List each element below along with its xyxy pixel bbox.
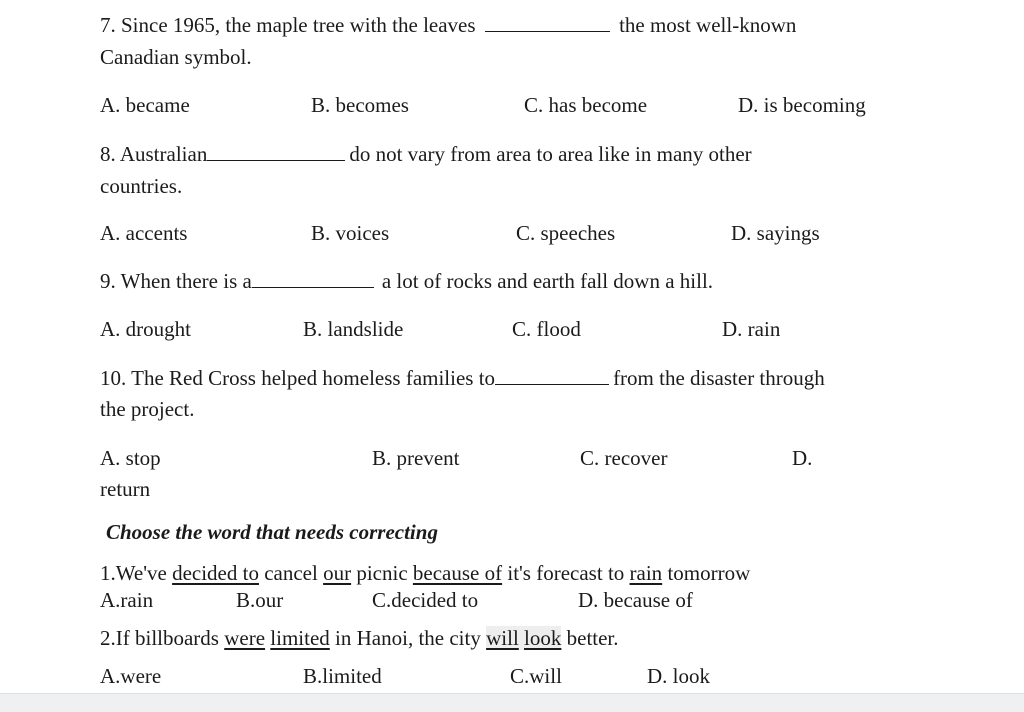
c1-underlined-word: rain [629, 561, 663, 585]
c2-option-b: B.limited [303, 664, 382, 688]
c1-part: cancel [258, 561, 324, 585]
q10-option-d-wrap: return [100, 477, 151, 501]
c1-option-a: A.rain [100, 588, 154, 612]
q9-option-b: B. landslide [303, 317, 404, 341]
q7-option-d: D. is becoming [738, 93, 866, 117]
c2-option-c: C.will [510, 664, 562, 688]
c2-part: 2.If billboards [100, 626, 225, 650]
q10-text-after: from the disaster through [613, 366, 825, 390]
q9-option-a: A. drought [100, 317, 191, 341]
c1-part: tomorrow [662, 561, 751, 585]
q9-text-after: a lot of rocks and earth fall down a hill. [381, 269, 714, 293]
question-8-line1 [100, 141, 752, 167]
c2-option-d: D. look [647, 664, 710, 688]
q8-option-c: C. speeches [516, 221, 616, 245]
q8-text-before: 8. Australian [100, 142, 208, 166]
q9-blank [252, 269, 374, 288]
question-7-line1 [100, 12, 796, 38]
q9-option-d: D. rain [722, 317, 781, 341]
q10-option-d: D. [792, 446, 813, 470]
q9-text-before: 9. When there is a [100, 269, 252, 293]
c1-part: picnic [351, 561, 413, 585]
q10-text-before: 10. The Red Cross helped homeless families to [100, 366, 496, 390]
q8-line2: countries. [100, 174, 183, 198]
c2-option-a: A.were [100, 664, 162, 688]
q10-option-a: A. stop [100, 446, 161, 470]
q10-blank [495, 366, 609, 385]
correction-2-sentence [100, 625, 619, 651]
c1-part: it's forecast to [502, 561, 630, 585]
c2-underlined-word: limited [270, 626, 330, 650]
q8-option-b: B. voices [311, 221, 390, 245]
question-9-line1 [100, 268, 713, 294]
section-heading: Choose the word that needs correcting [106, 520, 438, 544]
c1-underlined-word: because of [412, 561, 503, 585]
bottom-edge-strip [0, 693, 1024, 712]
c2-part: in Hanoi, the city [329, 626, 487, 650]
q10-option-c: C. recover [580, 446, 668, 470]
c2-part: better. [561, 626, 619, 650]
q10-line2: the project. [100, 397, 195, 421]
q8-option-d: D. sayings [731, 221, 820, 245]
c1-option-b: B.our [236, 588, 284, 612]
c1-underlined-word: decided to [172, 561, 259, 585]
q7-text-after: the most well-known [619, 13, 797, 37]
q7-option-c: C. has become [524, 93, 648, 117]
q7-option-a: A. became [100, 93, 190, 117]
q8-option-a: A. accents [100, 221, 188, 245]
c2-underlined-word: were [224, 626, 266, 650]
q7-option-b: B. becomes [311, 93, 409, 117]
c1-option-d: D. because of [578, 588, 693, 612]
q10-option-b: B. prevent [372, 446, 460, 470]
q7-text-before: 7. Since 1965, the maple tree with the leaves [100, 13, 476, 37]
c1-underlined-word: our [323, 561, 352, 585]
q7-blank [485, 13, 610, 32]
question-10-line1 [100, 365, 825, 391]
q8-text-after: do not vary from area to area like in many other [349, 142, 752, 166]
c2-underlined-word: will [486, 626, 519, 650]
c1-part: 1.We've [100, 561, 173, 585]
correction-1-sentence [100, 560, 750, 586]
q8-blank [207, 142, 345, 161]
q7-line2: Canadian symbol. [100, 45, 252, 69]
q9-option-c: C. flood [512, 317, 581, 341]
c2-underlined-word: look [524, 626, 562, 650]
c1-option-c: C.decided to [372, 588, 479, 612]
